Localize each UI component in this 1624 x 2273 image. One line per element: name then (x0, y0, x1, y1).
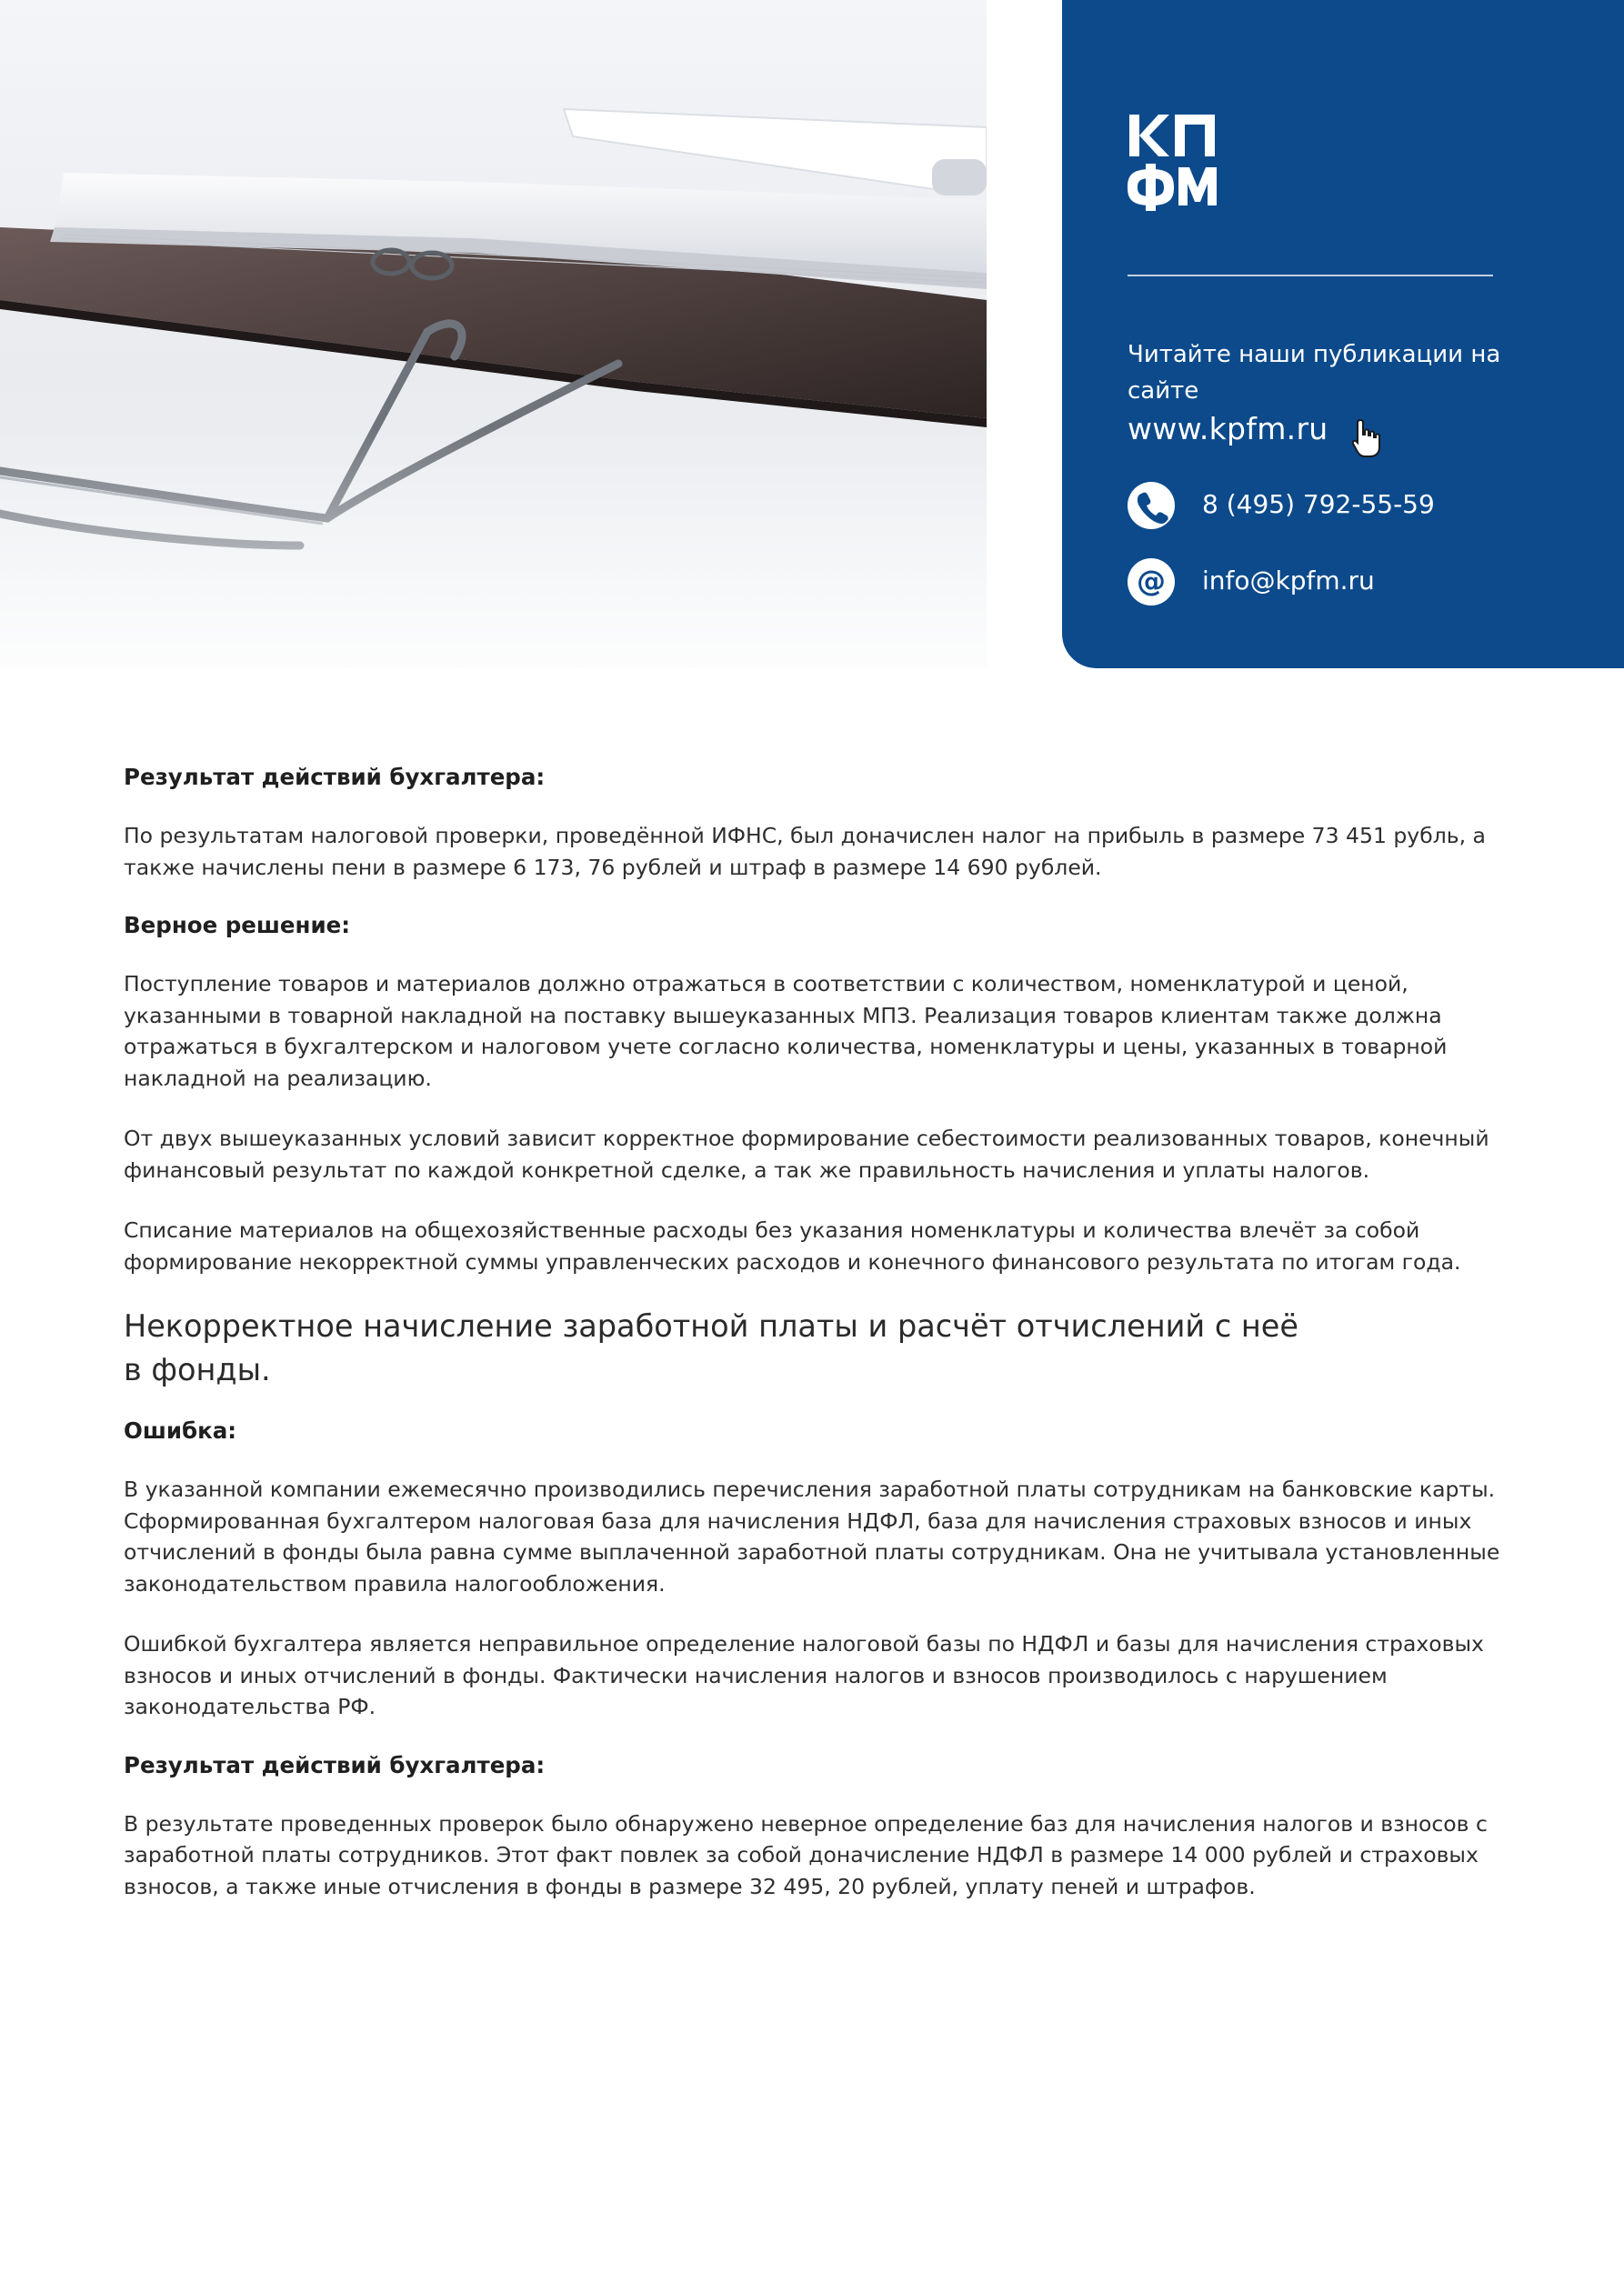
document-body (124, 762, 1524, 1902)
result-heading: Результат действий бухгалтера: (124, 764, 546, 790)
solution-paragraph: От двух вышеуказанных условий зависит корректное формирование себестоимости реализованных товаров, конечный финансовый результат по каждой конкретной сделке, а так же правильность начисления и уплаты налогов. (124, 1126, 1489, 1183)
solution-heading: Верное решение: (124, 912, 351, 938)
error-paragraph: Ошибкой бухгалтера является неправильное определение налоговой базы по НДФЛ и базы для начисления страховых взносов и иных отчислений в фонды. Фактически начисления налогов и взносов производилось с нарушением законодательства РФ. (124, 1631, 1484, 1719)
result-heading: Результат действий бухгалтера: (124, 1751, 546, 1778)
logo-mark (1128, 111, 1218, 213)
solution-paragraph: Поступление товаров и материалов должно отражаться в соответствии с количеством, номенклатурой и ценой, указанными в товарной накладной на поставку вышеуказанных МПЗ. Реализация товаров клиентам также должна отражаться в бухгалтерском и налоговом учете согласно количества, номенклатуры и цены, указанных в товарной накладной на реализацию. (124, 971, 1448, 1091)
at-sign-icon (1128, 558, 1175, 606)
svg-text:@: @ (1137, 564, 1166, 598)
panel-divider (1128, 275, 1493, 276)
desk-illustration (0, 0, 987, 668)
hand-cursor-icon (1351, 418, 1380, 458)
contact-panel (1062, 0, 1624, 668)
result-paragraph: В результате проведенных проверок было обнаружено неверное определение баз для начисления налогов и взносов с заработной платы сотрудников. Этот факт повлек за собой доначисление НДФЛ в размере 14 000 рублей и страховых взносов, а также иные отчисления в фонды в размере 32 495, 20 рублей, уплату пеней и штрафов. (124, 1810, 1488, 1899)
error-heading: Ошибка: (124, 1417, 237, 1444)
phone-number[interactable]: 8 (495) 792-55-59 (1202, 489, 1435, 519)
kpfm-logo (1128, 111, 1218, 213)
email-address[interactable]: info@kpfm.ru (1202, 566, 1375, 596)
publications-label: Читайте наши публикации на сайте (1128, 341, 1501, 405)
result-paragraph: По результатам налоговой проверки, проведённой ИФНС, был доначислен налог на прибыль в размере 73 451 рубль, а также начислены пени в размере 6 173, 76 рублей и штраф в размере 14 690 рублей. (124, 823, 1486, 880)
solution-paragraph: Списание материалов на общехозяйственные расходы без указания номенклатуры и количества влечёт за собой формирование некорректной суммы управленческих расходов и конечного финансового результата по итогам года. (124, 1217, 1461, 1275)
phone-icon (1128, 482, 1175, 529)
site-link[interactable]: www.kpfm.ru (1128, 411, 1328, 446)
header-photo (0, 0, 987, 668)
section-title: Некорректное начисление заработной платы и расчёт отчислений с неё в фонды. (124, 1308, 1299, 1387)
error-paragraph: В указанной компании ежемесячно производились перечисления заработной платы сотрудникам на банковские карты. Сформированная бухгалтером налоговая база для начисления НДФЛ, база для начисления страховых взносов и иных отчислений в фонды была равна сумме выплаченной заработной платы сотрудникам. Она не учитывала установленные законодательством правила налогообложения. (124, 1477, 1500, 1597)
